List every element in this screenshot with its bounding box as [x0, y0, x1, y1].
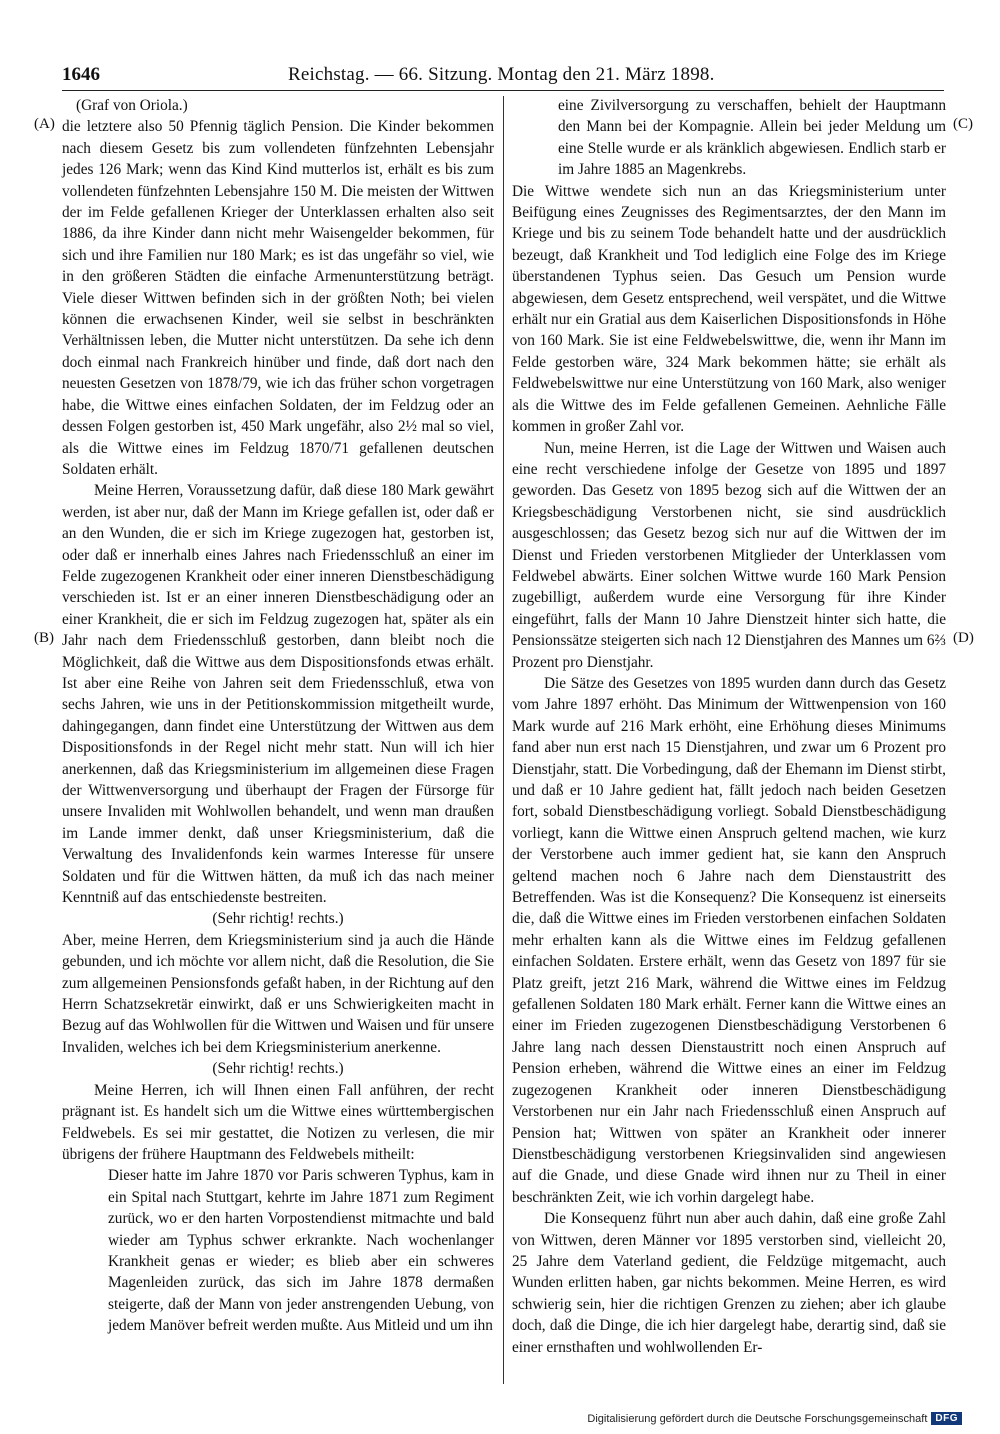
- paragraph: die letztere also 50 Pfennig täglich Pension. Die Kinder bekommen nach diesem Gesetz bis zum vollendeten fünfzehnten Lebensjahr jedes 126 Mark; wenn das Kind Kind mutterlos ist, erhält es bis zum vollendeten fünfzehnten Lebensjahre 150 M. Die meisten der Wittwen der im Felde gefallenen Krieger der Unterklassen erhalten also seit 1886, da ihre Kinder dann nicht mehr Waisengelder bekommen, für sich und ihre Familien nur 180 Mark; es ist das ungefähr so viel, wie in den größeren Städten die einfache Armenunterstützung beträgt. Viele dieser Wittwen befinden sich in der größten Noth; bei vielen können die erwachsenen Kinder, weil sie selbst in beschränkten Verhältnissen leben, die Mutter nicht unterstützen. Da sehe ich denn doch einmal nach Frankreich hinüber und finde, daß dort nach den neuesten Gesetzen von 1878/79, wie ich das früher schon vorgetragen habe, die Wittwe eines einfachen Soldaten, der im Feldzug oder an dessen Folgen gestorben ist, 450 Mark ungefähr, also 2½ mal so viel, als die Wittwe eines im Feldzug 1870/71 gefallenen deutschen Soldaten erhält.: [62, 118, 494, 478]
- right-column: [512, 95, 946, 1358]
- interjection: (Sehr richtig! rechts.): [212, 1060, 344, 1078]
- digitization-footer: [587, 1412, 962, 1425]
- left-column: [62, 95, 494, 1337]
- column-divider: [503, 96, 504, 1384]
- paragraph: Meine Herren, Voraussetzung dafür, daß diese 180 Mark gewährt werden, ist aber nur, daß der Mann im Kriege gefallen ist, oder daß er an den Wunden, die er sich im Kriege zugezogen hat, gestorben ist, oder daß er innerhalb eines Jahres nach Friedensschluß an einer im Felde zugezogenen Krankheit oder einer inneren Dienstbeschädigung verschieden ist. Ist er an einer inneren Dienstbeschädigung oder an einer Krankheit, die er sich im Feldzug zugezogen hat, später als ein Jahr nach dem Friedensschluß gestorben, dann bleibt noch die Möglichkeit, daß die Wittwe aus dem Dispositionsfonds etwas erhält. Ist aber eine Reihe von Jahren seit dem Friedensschluß, etwa von sechs Jahren, wie uns in der Petitionskommission mitgetheilt wurde, dahingegangen, dann findet eine Unterstützung der Wittwen aus dem Dispositionsfonds in der Regel nicht mehr statt. Nun will ich hier anerkennen, daß das Kriegsministerium im allgemeinen diese Fragen der Wittwenversorgung und überhaupt der Fragen der Fürsorge für unsere Invaliden mit Wohlwollen behandelt, und wenn man draußen im Lande immer denkt, daß unser Kriegsministerium, daß die Verwaltung des Invalidenfonds kein warmes Interesse für unsere Soldaten und für die Wittwen hätten, da muß ich das nach meiner Kenntniß auf das entschiedenste bestreiten.: [62, 482, 494, 907]
- paragraph: Nun, meine Herren, ist die Lage der Wittwen und Waisen auch eine recht verschiedene infolge der Gesetze von 1895 und 1897 geworden. Das Gesetz von 1895 bezog sich auf die Wittwen der an Kriegsbeschädigung Verstorbenen nicht, sie sind ausdrücklich ausgeschlossen; das Gesetz bezog sich nur auf die Wittwen der im Dienst und Frieden verstorbenen Mitglieder der Unterklassen vom Feldwebel abwärts. Einer solchen Wittwe wurde 160 Mark Pension zugebilligt, außerdem wurde eine Versorgung für ihre Kinder eingeführt, falls der Mann 10 Jahre Dienstzeit hinter sich hatte, die Pensionssätze steigerten sich nach 12 Dienstjahren des Mannes um 6⅔ Prozent pro Dienstjahr.: [512, 439, 946, 671]
- paragraph: Meine Herren, ich will Ihnen einen Fall anführen, der recht prägnant ist. Es handelt sich um die Wittwe eines württembergischen Feldwebels. Es sei mir gestattet, die Notizen zu verlesen, die mir übrigens der frühere Hauptmann des Feldwebels mitheilt:: [62, 1081, 494, 1163]
- header-rule: [62, 90, 944, 91]
- running-title: Reichstag. — 66. Sitzung. Montag den 21. März 1898.: [288, 64, 715, 85]
- margin-marker-d: (D): [953, 630, 974, 646]
- page-number: 1646: [62, 64, 100, 85]
- footer-text: Digitalisierung gefördert durch die Deutsche Forschungsgemeinschaft: [587, 1412, 928, 1425]
- margin-marker-b: (B): [34, 630, 54, 646]
- quoted-passage: Dieser hatte im Jahre 1870 vor Paris schweren Typhus, kam in ein Spital nach Stuttgart, kehrte im Jahre 1871 zum Regiment zurück, wo er den harten Vorpostendienst mitmachte und bald wieder am Typhus schwer erkrankte. Nach wochenlanger Krankheit genas er wieder; es blieb aber ein schweres Magenleiden zurück, das sich im Jahre 1878 dermaßen steigerte, daß der Mann von jeder anstrengenden Uebung, von jedem Manöver befreit werden mußte. Aus Mitleid und um ihn: [108, 1167, 494, 1335]
- quoted-passage: eine Zivilversorgung zu verschaffen, behielt der Hauptmann den Mann bei der Kompagnie. Allein bei jeder Meldung um eine Stelle wurde er als kränklich abgewiesen. Endlich starb er im Jahre 1885 an Magenkrebs.: [558, 97, 946, 179]
- paragraph: Die Konsequenz führt nun aber auch dahin, daß eine große Zahl von Wittwen, deren Männer vor 1895 verstorben sind, vielleicht 20, 25 Jahre dem Vaterland gedient, die Feldzüge mitgemacht, auch Wunden erlitten haben, gar nichts bekommen. Meine Herren, es wird schwierig sein, hier die richtigen Grenzen zu ziehen; aber ich glaube doch, daß die Dinge, die ich hier dargelegt habe, derartig sind, daß sie einer ernsthaften und wohlwollenden Er-: [512, 1210, 946, 1356]
- paragraph: Die Wittwe wendete sich nun an das Kriegsministerium unter Beifügung eines Zeugnisses des Regimentsarztes, der den Mann im Kriege und bis zu seinem Tode behandelt hatte und der ausdrücklich bezeugt, daß Krankheit und Tod lediglich eine Folge des im Kriege überstandenen Typhus seien. Das Gesuch um Pension wurde abgewiesen, dem Gesetz entsprechend, weil verspätet, und die Wittwe erhält nur ein Gratial aus dem Kaiserlichen Dispositionsfonds in Höhe von 160 Mark. Sie ist eine Feldwebelswittwe, die, wenn ihr Mann im Felde gestorben wäre, 324 Mark bekommen hätte; sie erhält als Feldwebelswittwe nur eine Unterstützung von 160 Mark, also weniger als die Wittwe des im Felde gefallenen Gemeinen. Aehnliche Fälle kommen in großer Zahl vor.: [512, 182, 946, 436]
- dfg-logo: DFG: [931, 1412, 962, 1425]
- margin-marker-a: (A): [34, 116, 55, 132]
- page-header: [62, 62, 944, 90]
- speaker-label: (Graf von Oriola.): [76, 97, 188, 114]
- margin-marker-c: (C): [953, 116, 973, 132]
- interjection: (Sehr richtig! rechts.): [212, 910, 344, 928]
- paragraph: Aber, meine Herren, dem Kriegsministerium sind ja auch die Hände gebunden, und ich möchte vor allem nicht, daß die Resolution, die Sie zum allgemeinen Pensionsfonds gefaßt haben, in der Richtung auf den Herrn Schatzsekretär einwirkt, daß er uns Schwierigkeiten macht in Bezug auf das Wohlwollen für die Wittwen und Waisen und für unsere Invaliden, welches ich bei dem Kriegsministerium anerkenne.: [62, 931, 494, 1056]
- paragraph: Die Sätze des Gesetzes von 1895 wurden dann durch das Gesetz vom Jahre 1897 erhöht. Das Minimum der Wittwenpension von 160 Mark wurde auf 216 Mark erhöht, eine Erhöhung dieses Minimums fand aber nun erst nach 15 Dienstjahren, und zwar um 6 Prozent pro Dienstjahr, statt. Die Vorbedingung, daß der Ehemann im Dienst stirbt, und daß er 10 Jahre gedient hat, fällt jedoch nach beiden Gesetzen fort, sobald Dienstbeschädigung vorliegt. Sobald Dienstbeschädigung vorliegt, kann die Wittwe einen Anspruch geltend machen, wie kurz der Verstorbene auch immer gedient hat, sie kann den Anspruch geltend machen noch 6 Jahre nach dem Dienstaustritt des Betreffenden. Was ist die Konsequenz? Die Konsequenz ist einerseits die, daß die Wittwe eines im Frieden verstorbenen einfachen Soldaten mehr erhalten kann als die Wittwe eines im Feldzug gefallenen einfachen Soldaten. Erstere erhält, wenn das Gesetz von 1897 für sie Platz greift, jetzt 216 Mark, während die Wittwe eines im Feldzug gefallenen Soldaten 180 Mark erhält. Ferner kann die Wittwe eines an einer im Frieden zugezogenen Dienstbeschädigung Verstorbenen 6 Jahre lang nach dessen Dienstaustritt noch einen Anspruch auf Pension erheben, während die Wittwe eines an einer im Feldzug zugezogenen Krankheit oder inneren Dienstbeschädigung Verstorbenen nur ein Jahr nach Friedensschluß einen Anspruch auf Pension hat; Wittwen von später an Krankheit oder innerer Dienstbeschädigung verstorbenen Kriegsinvaliden sind angewiesen auf die Gnade, und diese Gnade wird ihnen nur zu Theil in einer beschränkten Zeit, wie ich vorhin dargelegt habe.: [512, 674, 946, 1206]
